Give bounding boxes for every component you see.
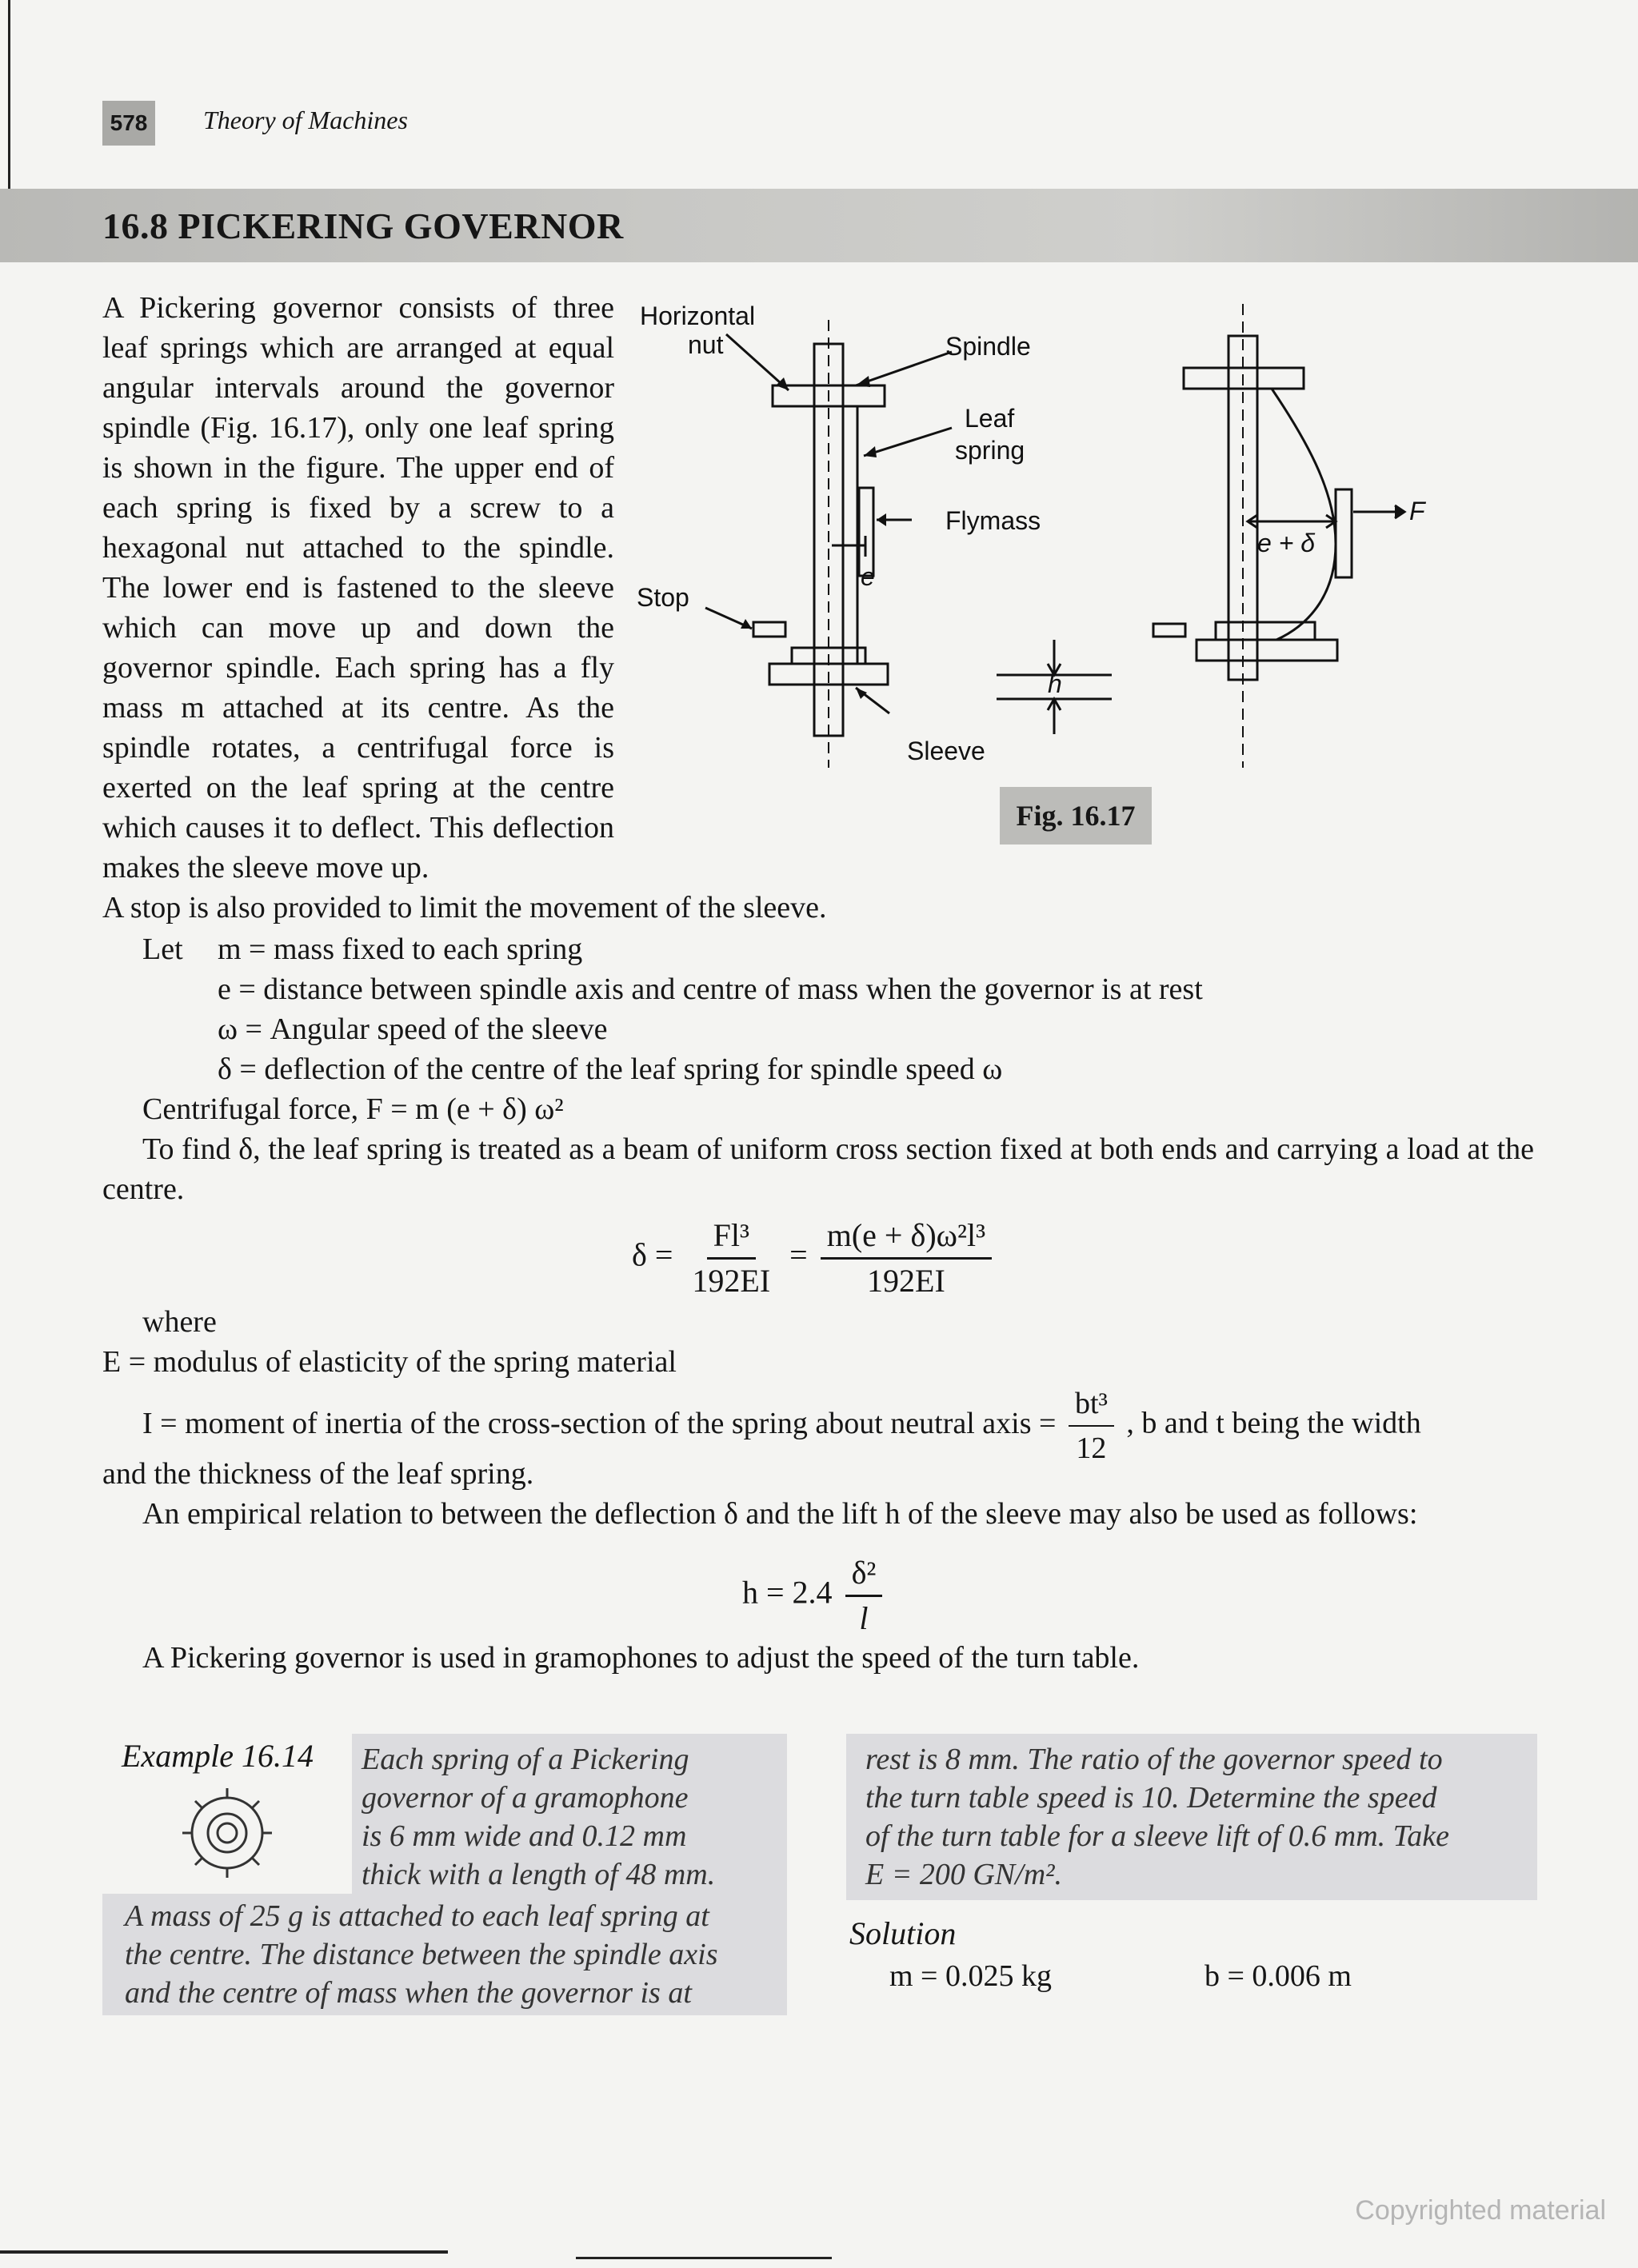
eq2-den: l (859, 1600, 869, 1636)
def-delta: δ = deflection of the centre of the leaf spring for spindle speed ω (218, 1052, 1003, 1086)
example-line: A mass of 25 g is attached to each leaf spring at (125, 1899, 709, 1933)
I-def-after: , b and t being the width (1126, 1406, 1421, 1440)
eq1-f1-num: Fl³ (707, 1214, 756, 1260)
intro-paragraph: A Pickering governor consists of three leaf springs which are arranged at equal angular intervals around the governor spindle (Fig. 16.17), only one leaf spring is shown in the figure. The upper end of each spring is fixed by a screw to a hexagonal nut attached to the spindle. The lower end is fastened to the sleeve which can move up and down the governor spindle. Each spring has a fly mass m attached at its centre. As the spindle rotates, a centrifugal force is exerted on the leaf spring at the centre which causes it to deflect. This deflection makes the sleeve move up. (102, 291, 614, 884)
fig-label-spindle: Spindle (945, 332, 1031, 361)
to-find-paragraph: To find δ, the leaf spring is treated as a beam of uniform cross section fixed at both ends and carrying a load at the centre. (102, 1132, 1534, 1206)
bottom-rule-left (0, 2250, 448, 2254)
spindle-leader (856, 352, 952, 385)
equation-delta (632, 1214, 997, 1303)
I-def-before: I = moment of inertia of the cross-section of the spring about neutral axis = (142, 1406, 1057, 1440)
def-omega: ω = Angular speed of the sleeve (218, 1012, 608, 1046)
example-line: of the turn table for a sleeve lift of 0.6 mm. Take (865, 1819, 1450, 1853)
running-title: Theory of Machines (203, 106, 408, 134)
fig-label-h: h (1048, 669, 1062, 698)
example-line: and the centre of mass when the governor is at (125, 1976, 692, 2010)
fig-label-nut: nut (688, 330, 724, 359)
where-word: where (142, 1305, 217, 1339)
bottom-rule-mid (576, 2257, 832, 2259)
example-line: the centre. The distance between the spindle axis (125, 1938, 718, 1971)
fig-label-flymass: Flymass (945, 506, 1041, 535)
def-e: e = distance between spindle axis and centre of mass when the governor is at rest (218, 972, 1203, 1006)
eq2-lhs: h = 2.4 (742, 1574, 833, 1611)
eq1-f2-num: m(e + δ)ω²l³ (821, 1214, 992, 1260)
leaf-spring-leader (864, 428, 952, 456)
fig-label-e-delta: e + δ (1257, 529, 1316, 557)
page-edge-line (8, 0, 10, 200)
example-line: rest is 8 mm. The ratio of the governor speed to (865, 1743, 1443, 1776)
eq1-fraction-1 (685, 1214, 777, 1303)
def-m: m = mass fixed to each spring (218, 932, 583, 966)
figure-caption: Fig. 16.17 (1000, 787, 1152, 845)
fig-label-leaf: Leaf (965, 404, 1015, 433)
example-line: thick with a length of 48 mm. (362, 1858, 716, 1891)
equation-h (742, 1551, 887, 1640)
I-frac-den: 12 (1076, 1431, 1107, 1465)
solution-b: b = 0.006 m (1205, 1959, 1352, 1993)
E-definition: E = modulus of elasticity of the spring material (102, 1345, 677, 1379)
stop-left (753, 622, 785, 637)
fig-label-spring: spring (955, 436, 1025, 465)
fig-label-e: e (861, 562, 875, 591)
empirical-sentence: An empirical relation to between the deflection δ and the lift h of the sleeve may also be used as follows: (142, 1497, 1418, 1531)
fig-label-horizontal: Horizontal (640, 301, 756, 330)
I-fraction (1069, 1382, 1114, 1470)
I-def-continued: and the thickness of the leaf spring. (102, 1457, 534, 1491)
example-heading: Example 16.14 (122, 1738, 314, 1774)
example-line: is 6 mm wide and 0.12 mm (362, 1819, 687, 1853)
eq1-f2-den: 192EI (867, 1263, 945, 1299)
page-number: 578 (102, 101, 155, 146)
let-word: Let (142, 932, 183, 966)
gramophone-sentence: A Pickering governor is used in gramophones to adjust the speed of the turn table. (142, 1641, 1140, 1675)
eq1-equals: = (789, 1236, 808, 1273)
nut-leader (726, 334, 789, 390)
fig-label-F: F (1409, 497, 1425, 525)
section-title: 16.8 PICKERING GOVERNOR (102, 206, 624, 246)
eq1-fraction-2 (821, 1214, 992, 1303)
I-frac-num: bt³ (1069, 1382, 1114, 1427)
copyright-notice: Copyrighted material (1355, 2195, 1606, 2226)
leaf-spring-deflected (1272, 389, 1336, 640)
example-line: the turn table speed is 10. Determine the speed (865, 1781, 1437, 1815)
example-line: governor of a gramophone (362, 1781, 689, 1815)
example-text-full (125, 1897, 781, 2012)
fig-label-stop: Stop (637, 583, 689, 612)
flymass-right (1336, 489, 1352, 577)
stop-right (1153, 624, 1185, 637)
sleeve-right (1197, 640, 1337, 661)
fig-label-sleeve: Sleeve (907, 737, 985, 765)
eq2-num: δ² (845, 1551, 883, 1597)
figure-16-17 (632, 288, 1464, 784)
example-text-col2 (865, 1740, 1529, 1894)
example-text-right-of-icon (362, 1740, 777, 1894)
eq1-f1-den: 192EI (692, 1263, 771, 1299)
stop-sentence: A stop is also provided to limit the movement of the sleeve. (102, 891, 827, 924)
eq1-lhs: δ = (632, 1236, 673, 1273)
example-line: E = 200 GN/m². (865, 1858, 1063, 1891)
solution-heading: Solution (849, 1915, 957, 1951)
eq2-fraction (845, 1551, 883, 1640)
example-line: Each spring of a Pickering (362, 1743, 689, 1776)
def-centrifugal: Centrifugal force, F = m (e + δ) ω² (142, 1092, 564, 1126)
solution-m: m = 0.025 kg (889, 1959, 1052, 1993)
gear-icon (157, 1780, 298, 1886)
